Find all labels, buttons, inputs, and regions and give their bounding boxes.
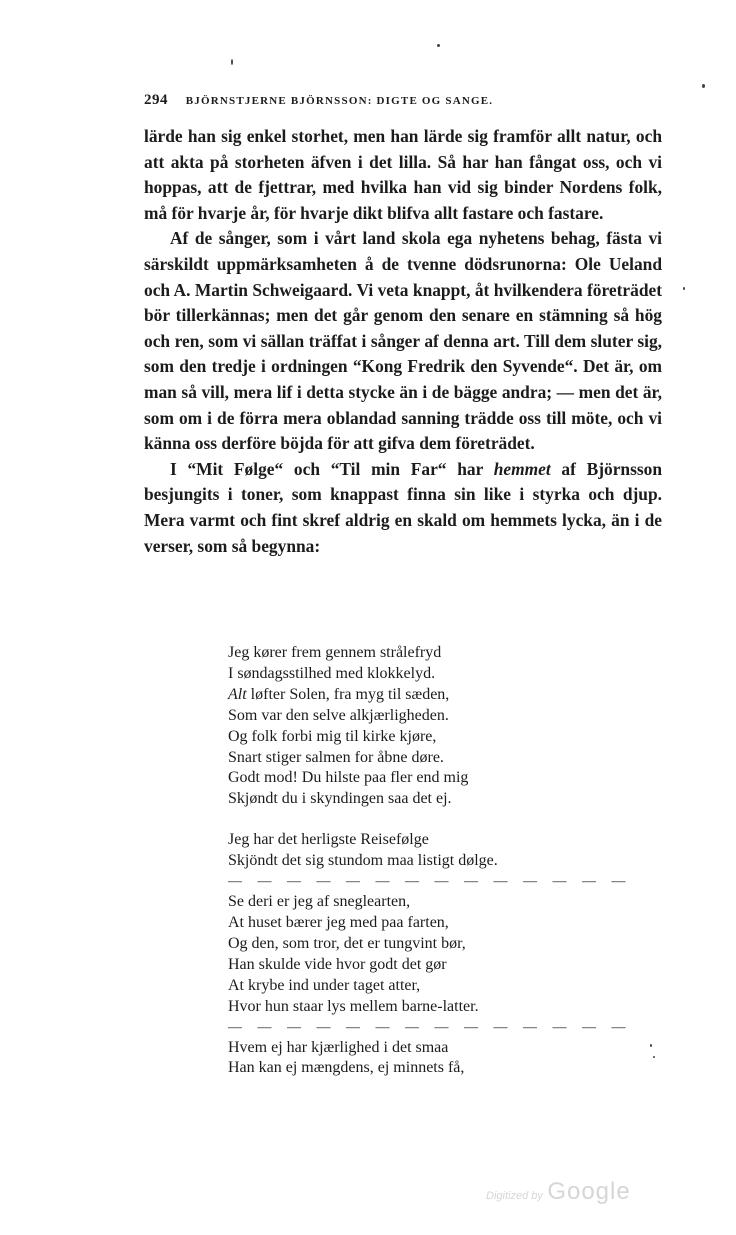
running-header: [144, 92, 664, 109]
ink-speck: [231, 59, 233, 65]
poem-line: [228, 685, 588, 706]
poem-line-rest: løfter Solen, fra myg til sæden,: [246, 685, 450, 703]
paragraph-1: lärde han sig enkel storhet, men han lärde sig framför allt natur, och att akta på storheten äfven i det lilla. Så har han fångat oss, och vi hoppas, att de fjettrar, med hvilka han vid sig binder Nordens folk, må för hvarje år, för hvarje dikt blifva allt fastare och fastare.: [144, 126, 662, 223]
poem-line: Se deri er jeg af sneglearten,: [228, 893, 411, 911]
poem-quotation: [228, 643, 632, 1079]
paragraph-2: Af de sånger, som i vårt land skola ega nyhetens behag, fästa vi särskildt uppmärksamheten å de tvenne dödsrunorna: Ole Ueland och A. Martin Schweigaard. Vi veta knappt, åt hvilkendera företrädet bör tillerkännas; men det går genom den senare en stämning så hög och ren, som vi sällan träffat i sånger af denna art. Till dem sluter sig, som den tredje i ordningen “Kong Fredrik den Syvende“. Det är, om man så vill, mera lif i detta stycke än i de bägge andra; — men det är, som om i de förra mera oblandad sanning trädde oss till möte, och vi känna oss derföre böjda för att gifva dem företrädet.: [144, 228, 662, 454]
paragraph-3-end: af Björnsson besjungits i toner, som knappast finna sin like i styrka och djup. Mera varmt och fint skref aldrig en skald om hemmets lycka, än i de verser, som så begynna:: [144, 458, 662, 556]
poem-line: Som var den selve alkjærligheden.: [228, 706, 449, 724]
digitization-watermark: [486, 1178, 631, 1206]
emphasized-word: hemmet: [493, 458, 551, 479]
ink-speck: [650, 1044, 652, 1047]
poem-line: Hvem ej har kjærlighed i det smaa: [228, 1038, 449, 1056]
poem-stanza-4: [228, 1038, 588, 1080]
poem-line: Jeg har det herligste Reisefølge: [228, 831, 429, 849]
poem-line: At huset bærer jeg med paa farten,: [228, 913, 449, 931]
paragraph-3-start: I “Mit Følge“ och “Til min Far“ har: [170, 458, 494, 479]
poem-line: At krybe ind under taget atter,: [228, 976, 421, 994]
body-text: [144, 124, 662, 559]
poem-line: I søndagsstilhed med klokkelyd.: [228, 664, 436, 682]
omission-dashes: — — — — — — — — — — — — — —: [228, 874, 632, 890]
poem-italic-word: Alt: [228, 685, 247, 703]
ink-speck: [437, 44, 440, 47]
poem-line: Skjöndt det sig stundom maa listigt dølge.: [228, 852, 498, 870]
poem-stanza-2: [228, 830, 588, 872]
poem-line: Og den, som tror, det er tungvint bør,: [228, 934, 466, 952]
running-title: BJÖRNSTJERNE BJÖRNSSON: DIGTE OG SANGE.: [185, 95, 494, 107]
poem-line: Jeg kører frem gennem strålefryd: [228, 644, 442, 661]
page-number: 294: [144, 92, 168, 108]
poem-line: Og folk forbi mig til kirke kjøre,: [228, 727, 437, 745]
watermark-prefix: Digitized by: [486, 1190, 543, 1202]
poem-line: Han skulde vide hvor godt det gør: [228, 955, 447, 973]
poem-line: Skjøndt du i skyndingen saa det ej.: [228, 790, 452, 808]
poem-stanza-3: [228, 892, 588, 1017]
watermark-logo: Google: [547, 1178, 631, 1205]
ink-speck: [683, 287, 685, 290]
poem-line: Hvor hun staar lys mellem barne-latter.: [228, 997, 479, 1015]
poem-line: Snart stiger salmen for åbne døre.: [228, 748, 444, 766]
poem-line: Han kan ej mængdens, ej minnets få,: [228, 1059, 465, 1077]
poem-line: Godt mod! Du hilste paa fler end mig: [228, 769, 469, 787]
ink-speck: [653, 1056, 655, 1058]
ink-speck: [702, 84, 705, 88]
omission-dashes: — — — — — — — — — — — — — —: [228, 1019, 632, 1035]
paragraph-3: [144, 457, 662, 559]
poem-stanza-1: [228, 643, 588, 810]
